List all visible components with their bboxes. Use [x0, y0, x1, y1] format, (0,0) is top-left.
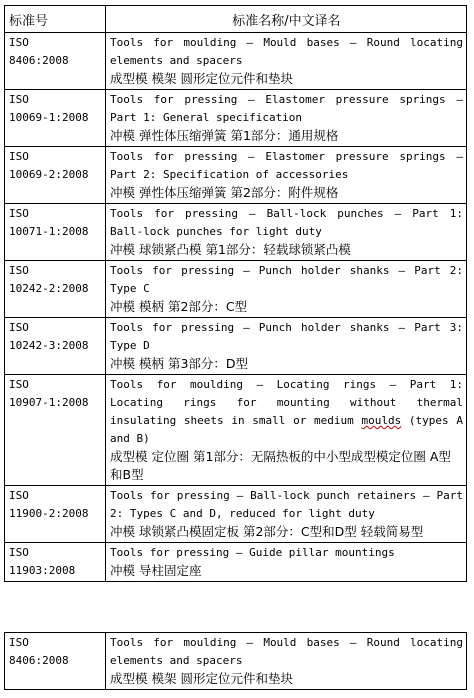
spellcheck-marked-word: moulds	[361, 414, 402, 427]
standard-prefix: ISO	[9, 93, 29, 106]
standard-number-cell	[5, 33, 106, 90]
english-title	[110, 376, 470, 448]
table-row	[5, 33, 467, 90]
chinese-title: 冲模 模柄 第3部分：D型	[110, 356, 249, 371]
continued-table	[4, 632, 470, 690]
chinese-title: 成型模 模架 圆形定位元件和垫块	[110, 71, 293, 86]
chinese-title: 冲模 球锁紧凸模 第1部分：轻载球锁紧凸模	[110, 242, 351, 257]
standard-prefix: ISO	[9, 546, 29, 559]
standard-name-cell	[106, 147, 470, 204]
chinese-title: 冲模 模柄 第2部分：C型	[110, 299, 248, 314]
header-standard-name: 标准名称/中文译名	[106, 6, 467, 33]
standard-number-cell	[5, 261, 106, 318]
english-title-part: Tools for moulding — Locating rings — Part 1: Locating rings for mounting without thermal insulating sheets in small or medium	[110, 378, 470, 427]
chinese-title: 冲模 弹性体压缩弹簧 第2部分：附件规格	[110, 185, 339, 200]
english-title: Tools for moulding — Mould bases — Round locating elements and spacers	[110, 636, 470, 667]
english-title: Tools for pressing — Punch holder shanks — Part 3: Type D	[110, 321, 470, 352]
standard-prefix: ISO	[9, 378, 29, 391]
english-title: Tools for pressing — Ball-lock punches — Part 1: Ball-lock punches for light duty	[110, 207, 470, 238]
standard-prefix: ISO	[9, 207, 29, 220]
english-title: Tools for moulding — Mould bases — Round locating elements and spacers	[110, 36, 470, 67]
standard-number: 10242-2:2008	[9, 282, 89, 295]
standard-prefix: ISO	[9, 264, 29, 277]
standard-number-cell	[5, 375, 106, 486]
chinese-title: 冲模 导柱固定座	[110, 563, 202, 578]
standard-number: 10242-3:2008	[9, 339, 89, 352]
standard-name-cell	[106, 33, 470, 90]
table-row	[5, 633, 467, 690]
standard-prefix: ISO	[9, 489, 29, 502]
standard-number: 10071-1:2008	[9, 225, 89, 238]
standard-number: 11900-2:2008	[9, 507, 89, 520]
standard-name-cell	[106, 633, 470, 690]
table-row	[5, 90, 467, 147]
standard-prefix: ISO	[9, 636, 29, 649]
chinese-title: 冲模 弹性体压缩弹簧 第1部分：通用规格	[110, 128, 339, 143]
english-title-part: (types A and B)	[110, 414, 470, 445]
chinese-title: 冲模 球锁紧凸模固定板 第2部分：C型和D型 轻载简易型	[110, 524, 424, 539]
standard-prefix: ISO	[9, 150, 29, 163]
standard-number: 8406:2008	[9, 654, 69, 667]
english-title: Tools for pressing — Guide pillar mountings	[110, 546, 395, 559]
standard-name-cell	[106, 204, 470, 261]
standard-name-cell	[106, 486, 470, 543]
table-row	[5, 375, 467, 486]
header-standard-number: 标准号	[5, 6, 106, 33]
table-row	[5, 204, 467, 261]
standard-name-cell	[106, 375, 470, 486]
standard-prefix: ISO	[9, 321, 29, 334]
table-header-row	[5, 6, 467, 33]
english-title: Tools for pressing — Ball-lock punch retainers — Part 2: Types C and D, reduced for light duty	[110, 489, 470, 520]
standard-number-cell	[5, 486, 106, 543]
standard-number-cell	[5, 204, 106, 261]
table-row	[5, 261, 467, 318]
standard-name-cell	[106, 261, 470, 318]
standard-name-cell	[106, 90, 470, 147]
english-title: Tools for pressing — Elastomer pressure springs — Part 1: General specification	[110, 93, 470, 124]
standard-number: 8406:2008	[9, 54, 69, 67]
english-title: Tools for pressing — Elastomer pressure springs — Part 2: Specification of accessories	[110, 150, 470, 181]
table-row	[5, 543, 467, 582]
table-row	[5, 318, 467, 375]
standard-number-cell	[5, 318, 106, 375]
standard-number: 10907-1:2008	[9, 396, 89, 409]
standards-table	[4, 5, 470, 582]
chinese-title: 成型模 模架 圆形定位元件和垫块	[110, 671, 293, 686]
standard-number-cell	[5, 90, 106, 147]
table-row	[5, 486, 467, 543]
standard-number-cell	[5, 543, 106, 582]
table-row	[5, 147, 467, 204]
standard-number-cell	[5, 633, 106, 690]
standard-name-cell	[106, 543, 467, 582]
standard-name-cell	[106, 318, 470, 375]
standard-number: 11903:2008	[9, 564, 76, 577]
standard-number: 10069-1:2008	[9, 111, 89, 124]
standard-number-cell	[5, 147, 106, 204]
standard-prefix: ISO	[9, 36, 29, 49]
english-title: Tools for pressing — Punch holder shanks — Part 2: Type C	[110, 264, 470, 295]
chinese-title: 成型模 定位圈 第1部分：无隔热板的中小型成型模定位圈 A型和B型	[110, 449, 451, 482]
standard-number: 10069-2:2008	[9, 168, 89, 181]
